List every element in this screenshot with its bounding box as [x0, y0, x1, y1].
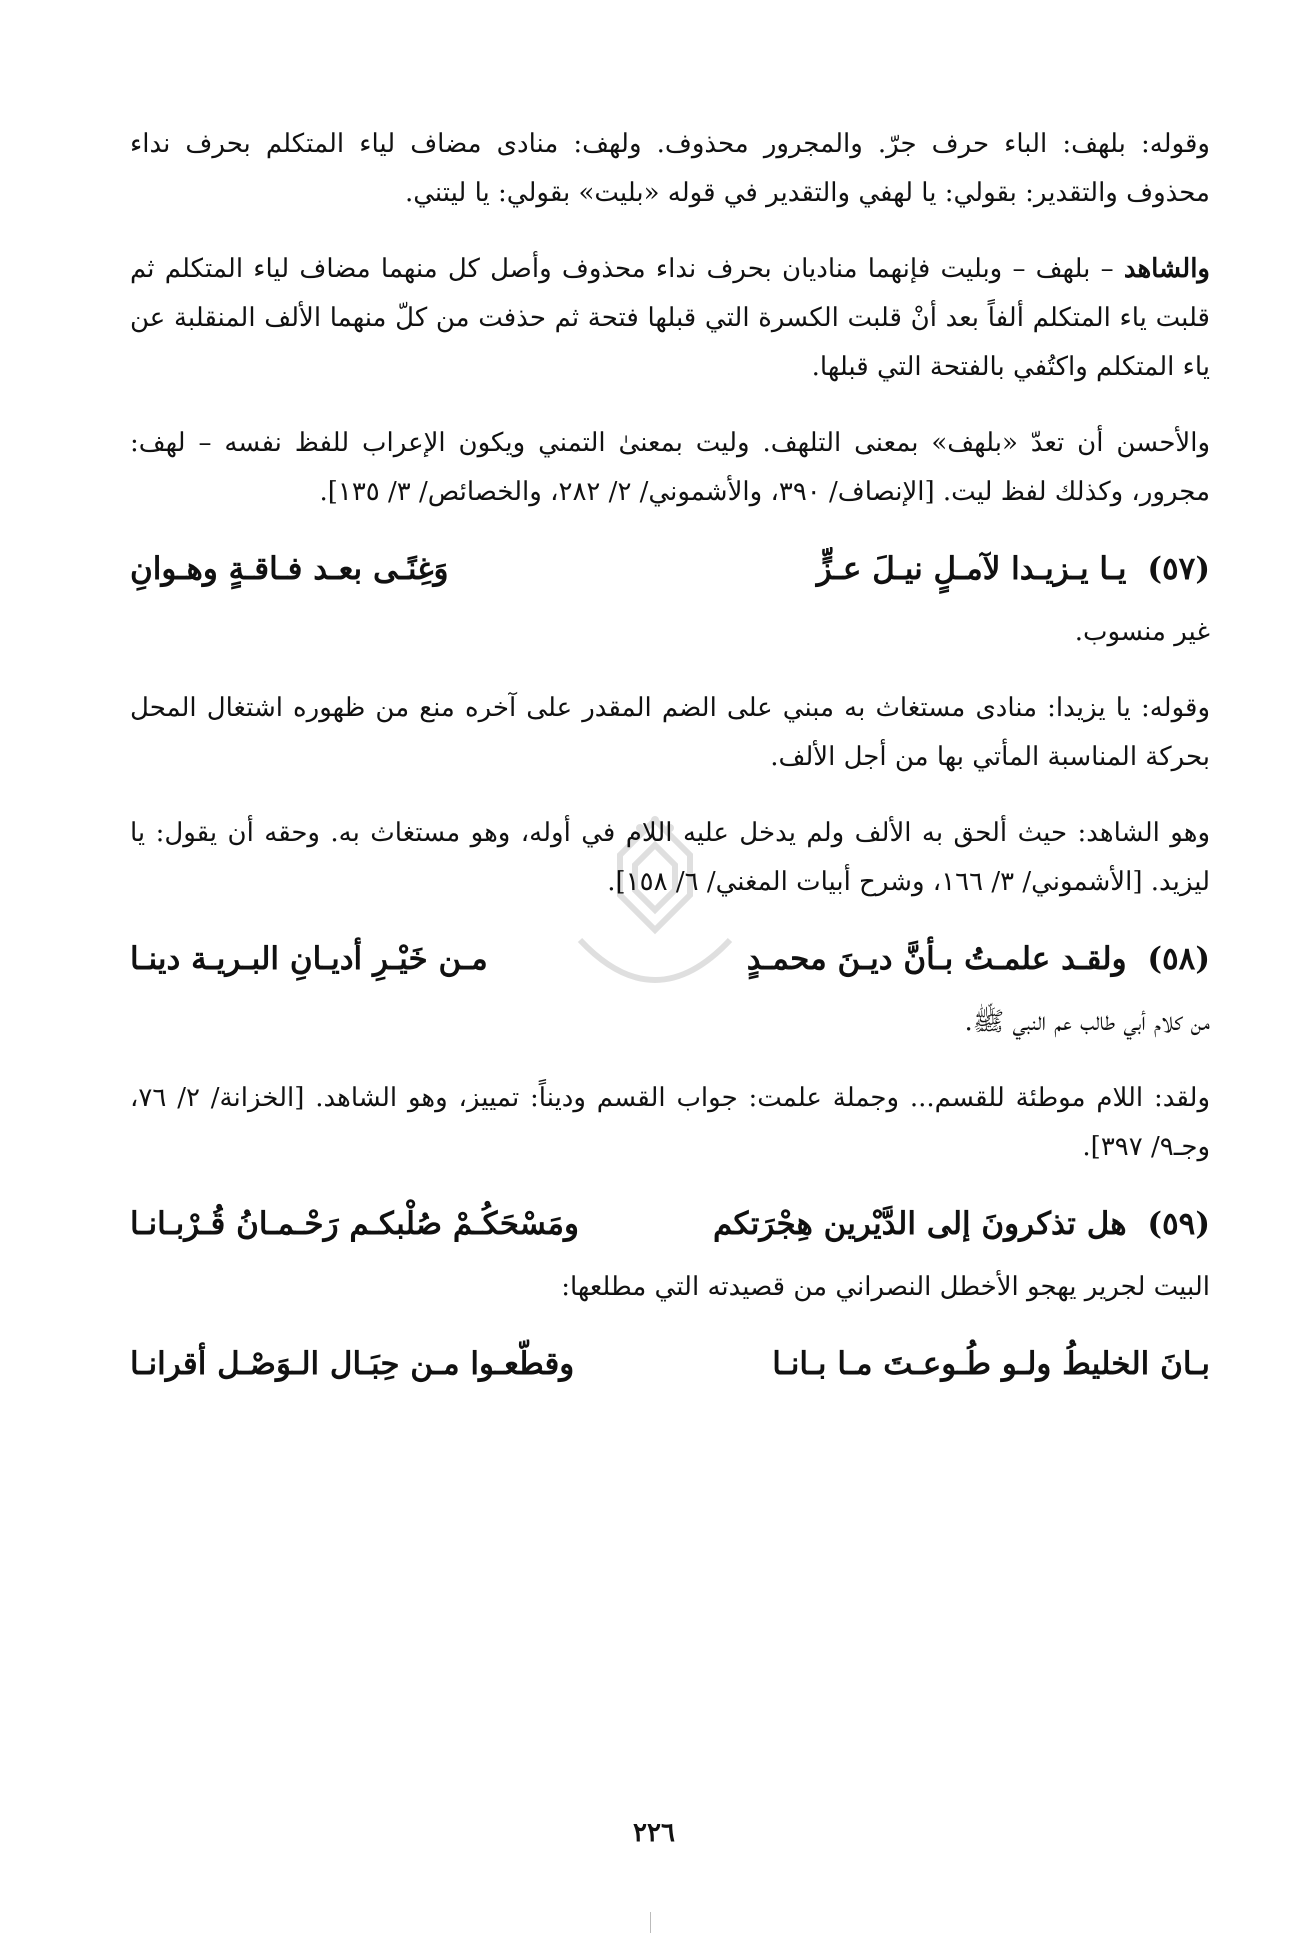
verse-57-note: غير منسوب.	[1074, 617, 1210, 647]
verse-opening-first-hemistich: بـانَ الخليطُ ولـو طُـوعـتَ مـا بـانـا	[772, 1346, 1210, 1382]
paragraph-commentary-6: ولقد: اللام موطئة للقسم... وجملة علمت: جواب القسم ودیناً: تمییز، وهو الشاهد. [الخزانة/ ٢/ ٧٦، وجـ٩/ ٣٩٧].	[130, 1083, 1211, 1162]
paragraph-commentary-1: وقوله: بلهف: الباء حرف جرّ. والمجرور محذوف. ولهف: منادى مضاف لياء المتكلم بحرف نداء محذوف والتقدير: بقولي: يا لهفي والتقدير في قوله «بليت» بقولي: يا ليتني.	[130, 129, 1210, 208]
verse-57-number: (٥٧)	[1147, 551, 1210, 587]
paragraph-commentary-3: والأحسن أن تعدّ «بلهف» بمعنى التلهف. وليت بمعنىٰ التمني ويكون الإعراب للفظ نفسه – لهف: مجرور، وكذلك لفظ ليت. [الإنصاف/ ٣٩٠، والأشموني/ ٢/ ٢٨٢، والخصائص/ ٣/ ١٣٥].	[130, 428, 1210, 507]
verse-58-number: (٥٨)	[1147, 941, 1210, 977]
verse-58-first-hemistich	[670, 934, 1210, 984]
verse-57	[130, 544, 1210, 594]
paragraph-commentary-4: وقوله: يا يزيدا: منادى مستغاث به مبني على الضم المقدر على آخره منع من ظهوره اشتغال المحل بحركة المناسبة المأتي بها من أجل الألف.	[130, 693, 1210, 772]
paragraph-commentary-7: البيت لجرير يهجو الأخطل النصراني من قصيدته التي مطلعها:	[561, 1272, 1210, 1302]
verse-opening-second-hemistich: وقطّعـوا مـن حِبَـال الـوَصْـل أقرانـا	[130, 1346, 575, 1382]
verse-59-first-hemistich	[670, 1199, 1210, 1249]
verse-59-second-hemistich: ومَسْحَكُـمْ صُلْبكـم رَحْـمـانُ قُـرْبـانـا	[130, 1206, 579, 1242]
page-number: ٢٢٦	[633, 1818, 675, 1848]
verse-59-first-text: هل تذكرونَ إلى الدَّيْرين هِجْرَتكم	[713, 1206, 1127, 1242]
verse-57-second-hemistich: وَغِنًـى بعـد فـاقـةٍ وهـوانِ	[130, 551, 449, 587]
verse-opening-line	[130, 1339, 1210, 1389]
paragraph-commentary-2-text: – بلهف – وبليت فإنهما منادیان بحرف نداء محذوف وأصل كل منهما مضاف لياء المتكلم ثم قلبت ياء المتكلم ألفاً بعد أنْ قلبت الكسرة التي قبلها فتحة ثم حذفت من كلّ منهما الألف المنقلبة عن ياء المتكلم واكتُفي بالفتحة التي قبلها.	[130, 254, 1210, 382]
verse-57-first-text: يـا يـزيـدا لآمـلٍ نيـلَ عـزٍّ	[816, 551, 1127, 587]
paragraph-commentary-2	[130, 245, 1210, 392]
page-body	[130, 120, 1210, 1403]
paragraph-commentary-5: وهو الشاهد: حيث ألحق به الألف ولم يدخل عليه اللام في أوله، وهو مستغاث به. وحقه أن يقول: يا ليزيد. [الأشموني/ ٣/ ١٦٦، وشرح أبيات المغني/ ٦/ ١٥٨].	[130, 818, 1210, 897]
verse-57-first-hemistich	[670, 544, 1210, 594]
verse-58-first-text: ولقـد علمـتُ بـأنَّ ديـنَ محمـدٍ	[746, 941, 1127, 977]
verse-58-note: من كلام أبي طالب عم النبي ﷺ.	[964, 1007, 1210, 1037]
verse-58-second-hemistich: مـن خَيْـرِ أديـانِ البـريـة دينـا	[130, 941, 488, 977]
verse-58	[130, 934, 1210, 984]
verse-59	[130, 1199, 1210, 1249]
verse-59-number: (٥٩)	[1147, 1206, 1210, 1242]
shahid-lead: والشاهد	[1123, 254, 1210, 284]
scan-edge-mark	[650, 1912, 651, 1933]
